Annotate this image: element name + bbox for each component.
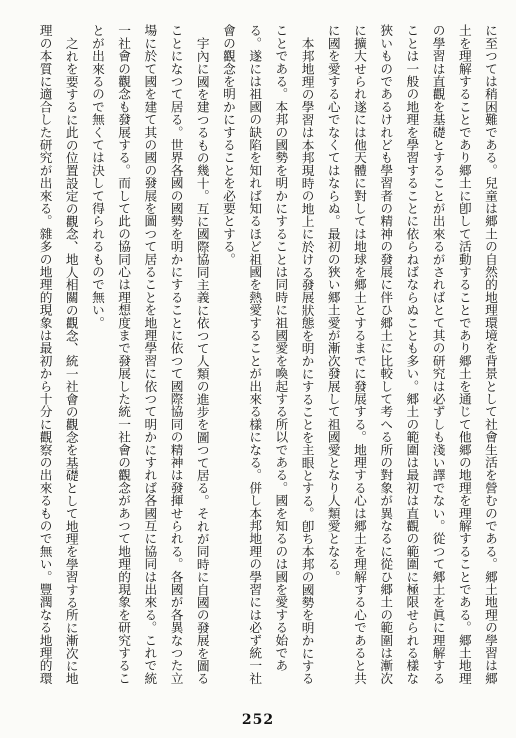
page-number: 252	[241, 712, 275, 728]
text-line: とが出來るので無くては決して得られるもので無い。	[89, 24, 105, 329]
body-text	[31, 24, 503, 696]
paragraph-1	[320, 24, 503, 696]
text-line: 理の本質に適合した研究が出來る。雜多の地理的現象は最初から十分に觀察の出來るもので無い。豐潤なる地理的環	[37, 24, 53, 685]
text-line: 狹いものであるけれども學習者の精神の發展に伴ひ郷土に比較して考へる所の對象が異なるに從ひ郷土の範圍は漸次	[378, 24, 394, 685]
paragraph-4	[31, 24, 83, 696]
text-line: に至つては稍困難である。兒童は郷土の自然的地理環境を背景として社會生活を營むのである。郷土地理の學習は郷	[483, 24, 498, 685]
text-line: 土を理解することであり郷土に卽して活動することであり郷土を通じて他郷の地理を理解することである。郷土地理	[456, 24, 472, 685]
text-line: 之れを要するに此の位置設定の觀念、地人相關の觀念、統一社會の觀念を基礎として地理を學習する所に漸次に地	[63, 36, 79, 685]
text-line: る。遂には祖國の缺陷を知れば知るほど祖國を熱愛することが出來る樣になる。併し本邦地理の學習には必ず統一社	[247, 24, 263, 685]
text-line: 會の觀念を明かにすることを必要とする。	[220, 24, 236, 266]
text-line: 一社會の觀念も發展する。而して此の協同心は理想度まで發展した統一社會の觀念があつて地理的現象を研究するこ	[116, 24, 132, 685]
text-line: ことは一般の地理を學習することに依らねばならぬことも多い。郷土の範圍は最初は直觀の範圍に極限せられる樣な	[404, 24, 420, 685]
text-line: に擴大せられ遂には他天體に對しては地球を郷土とするまでに發展する。地理する心は郷土を理解する心であると共	[351, 24, 367, 685]
text-line: の學習は直觀を基礎とすることが出來るがさればとて其の研究は必ずしも淺い譯でない。從つて郷土を眞に理解する	[430, 24, 446, 685]
text-line: に國を愛する心でなくてはならぬ。最初の狹い郷土愛が漸次發展して祖國愛となり人類愛となる。	[325, 24, 341, 583]
paragraph-3	[84, 24, 215, 696]
text-line: 宇內に國を建つるもの幾十。互に國際協同主義に依つて人類の進步を圖つて居る。それが同時に自國の發展を圖る	[194, 36, 210, 685]
paragraph-2	[215, 24, 320, 696]
text-line: 本邦地理の學習は本邦現時の地上に於ける發展狀態を明かにすることを主眼とする。卽ち本邦の國勢を明かにする	[299, 36, 315, 685]
text-line: 場に於て國を建て其の國の發展を圖つて居ることを地理學習に依つて明かにすれば各國互に協同は出來る。これで統	[142, 24, 158, 685]
text-line: ことである。本邦の國勢を明かにすることは同時に祖國愛を喚起する所以である。國を知るのは國を愛する始であ	[273, 24, 289, 672]
text-line: ことになつて居る。世界各國の國勢を明かにすることに依つて國際協同の精神は發揮せられる。各國が各異なつた立	[168, 24, 184, 685]
